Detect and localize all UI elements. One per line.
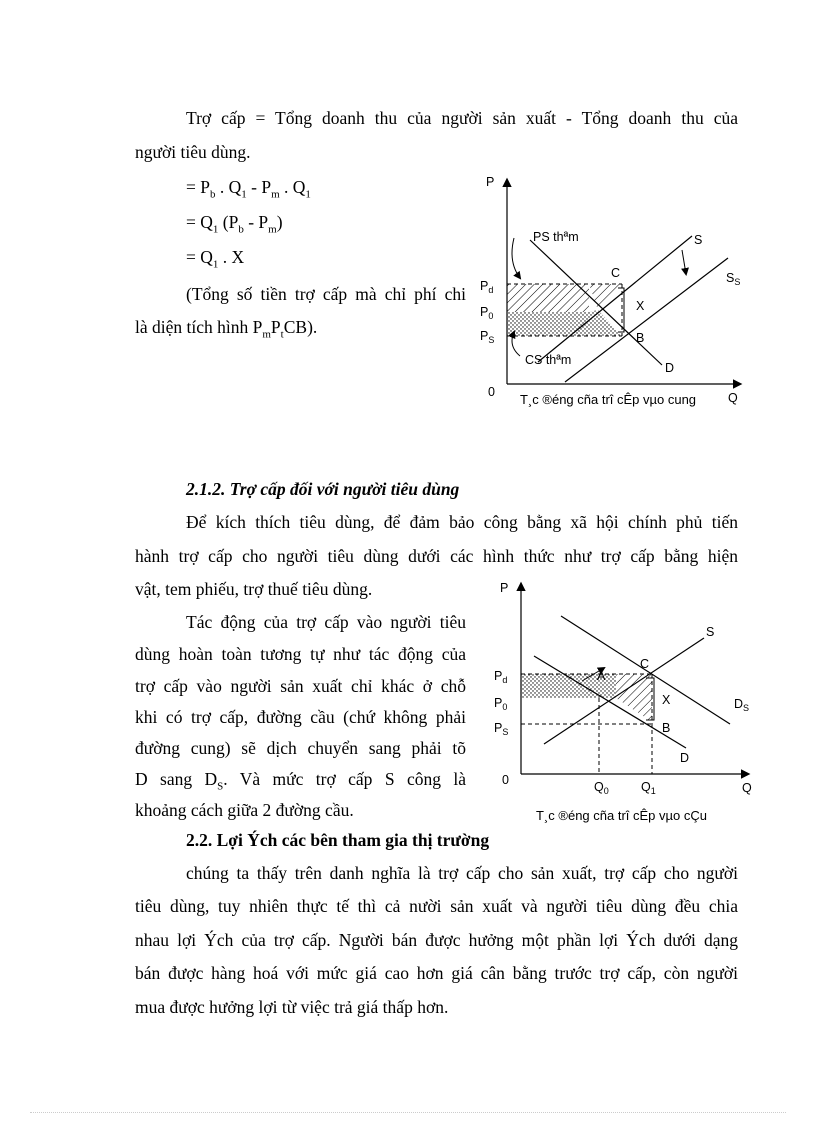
y-axis-label: P [500, 581, 509, 595]
text-line: Để kích thích tiêu dùng, để đảm bảo công bằng xã hội chính phủ tiến [186, 512, 738, 532]
text-line: mua được hưởng lợi từ việc trả giá thấp hơn. [135, 997, 449, 1017]
text-line: trợ cấp vào người sản xuất chỉ khác ở chỗ [135, 676, 466, 696]
p0-label: $P_0$ [494, 696, 508, 712]
x-label: X [662, 693, 671, 707]
s-label: S [706, 625, 715, 639]
a-label: A [597, 669, 606, 683]
supply-subsidy-chart [470, 170, 760, 415]
text-line: khoảng cách giữa 2 đường cầu. [135, 800, 354, 820]
text-line: là diện tích hình $P_mP_tCB$). [135, 317, 318, 341]
text-line: nhau lợi Ých của trợ cấp. Người bán được hưởng một phần lợi Ých dưới dạng [135, 930, 738, 950]
text-line: khi có trợ cấp, đường cầu (chứ không phải [135, 707, 466, 727]
text-line: Tác động của trợ cấp vào người tiêu [186, 612, 466, 632]
text-line: đường cung) sẽ dịch chuyển sang phải tõ [135, 738, 466, 758]
origin-label: 0 [488, 385, 495, 399]
pd-label: $P_d$ [494, 669, 508, 685]
producer-surplus-area [507, 284, 589, 312]
section-heading: 2.1.2. Trợ cấp đối với người tiêu dùng [186, 479, 460, 499]
text-line: bán được hàng hoá với mức giá cao hơn giá cân bằng trước trợ cấp, còn người [135, 963, 738, 983]
q0-label: $Q_0$ [594, 780, 609, 796]
origin-label: 0 [502, 773, 509, 787]
text-line: tiêu dùng, tuy nhiên thực tế thì cả nười sản xuất và người tiêu dùng đều chia [135, 896, 738, 916]
text-line: (Tổng số tiền trợ cấp mà chỉ phí chi [186, 284, 466, 304]
demand-subsidy-chart [486, 576, 766, 800]
ps-label: $P_S$ [494, 721, 509, 737]
c-label: C [640, 657, 650, 671]
text-line: vật, tem phiếu, trợ thuế tiêu dùng. [135, 579, 373, 599]
equation-3: = $Q_1$ . X [186, 247, 245, 271]
chart1-caption: T¸c ®éng cña trî cÊp vµo cung [520, 392, 697, 407]
x-label: X [636, 299, 645, 313]
b-label: B [636, 331, 645, 345]
d-label: D [680, 751, 690, 765]
ps-label: $P_S$ [480, 329, 495, 345]
ds-label: $D_S$ [734, 697, 750, 713]
y-axis-label: P [486, 175, 495, 189]
c-label: C [611, 266, 621, 280]
text-line: hành trợ cấp cho người tiêu dùng dưới các hình thức như trợ cấp bằng hiện [135, 546, 738, 566]
p0-label: $P_0$ [480, 305, 494, 321]
text-line: dùng hoàn toàn tương tự như tác động của [135, 644, 466, 664]
x-axis-label: Q [728, 391, 738, 405]
cs-them-label: CS thªm [525, 353, 572, 367]
consumer-surplus-area [507, 312, 589, 336]
footer-divider [30, 1112, 786, 1113]
text-line: Trợ cấp = Tổng doanh thu của người sản xuất - Tổng doanh thu của [186, 108, 738, 128]
s-label: S [694, 233, 703, 247]
equation-1: = $P_b$ . $Q_1 - P_m$ . $Q_1$ [186, 177, 311, 201]
ss-label: $S_S$ [726, 271, 741, 287]
ps-them-label: PS thªm [533, 230, 579, 244]
b-label: B [662, 721, 671, 735]
d-label: D [665, 361, 675, 375]
text-line: người tiêu dùng. [135, 142, 251, 162]
pd-label: $P_d$ [480, 279, 494, 295]
text-line: chúng ta thấy trên danh nghĩa là trợ cấp cho sản xuất, trợ cấp cho người [186, 863, 738, 883]
q1-label: $Q_1$ [641, 780, 656, 796]
text-line: D sang $D_S$. Và mức trợ cấp S công là [135, 769, 467, 793]
chart2-caption: T¸c ®éng cña trî cÊp vµo cÇu [536, 808, 707, 823]
equation-2: = $Q_1$ $(P_b - P_m)$ [186, 212, 283, 236]
section-heading: 2.2. Lợi Ých các bên tham gia thị trường [186, 830, 490, 850]
x-axis-label: Q [742, 781, 752, 795]
